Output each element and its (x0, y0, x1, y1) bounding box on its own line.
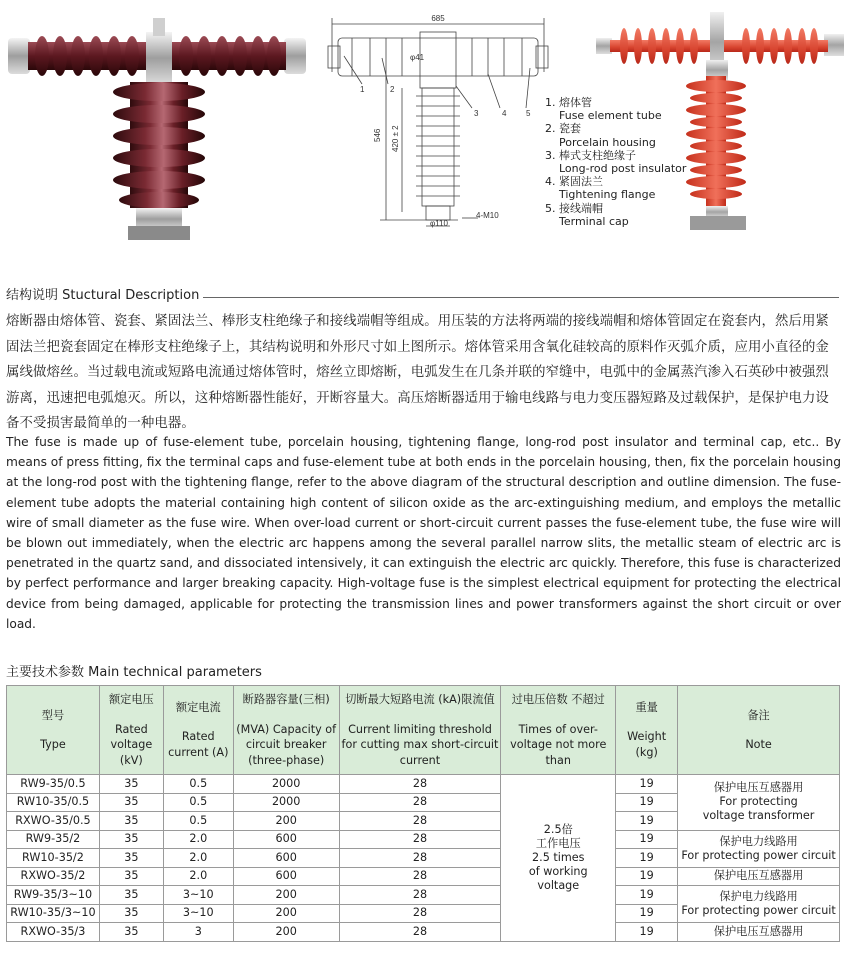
note-cell: 保护电力线路用 For protecting power circuit (678, 886, 840, 923)
callout-3: 3 (474, 109, 479, 118)
legend-item: 2. 瓷套 Porcelain housing (545, 122, 656, 149)
table-row: RXWO-35/0.5 35 0.5 200 28 19 (7, 812, 840, 831)
header-type: 型号 Type (7, 686, 100, 775)
legend-item: 5. 接线端帽 Terminal cap (545, 201, 629, 228)
callout-5: 5 (526, 109, 531, 118)
porcelain-fuse-photo (8, 18, 306, 246)
header-capacity: 断路器容量(三相) (MVA) Capacity of circuit breaker (three-phase) (233, 686, 339, 775)
params-heading: 主要技术参数 Main technical parameters (6, 665, 262, 680)
table-row: RXWO-35/2 35 2.0 600 28 19 保护电压互感器用 (7, 867, 840, 886)
note-cell: 保护电力线路用 For protecting power circuit (678, 830, 840, 867)
callout-2: 2 (390, 85, 395, 94)
table-row: RW9-35/3~10 35 3~10 200 28 19 保护电力线路用 For protecting power circuit (7, 886, 840, 905)
table-row: RW10-35/3~10 35 3~10 200 28 19 (7, 904, 840, 923)
header-note: 备注 Note (678, 686, 840, 775)
legend-item: 1. 熔体管 Fuse element tube (545, 96, 662, 123)
parameters-table (6, 685, 840, 942)
table-row: RW9-35/0.5 35 0.5 2000 28 2.5倍 工作电压 2.5 times of working voltage 19 保护电压互感器用 For protecting voltage transformer (7, 775, 840, 794)
legend-item: 4. 紧固法兰 Tightening flange (545, 175, 656, 202)
overvoltage-cell: 2.5倍 工作电压 2.5 times of working voltage (501, 775, 616, 942)
note-cell: 保护电压互感器用 For protecting voltage transformer (678, 775, 840, 831)
header-overvoltage: 过电压倍数 不超过 Times of over-voltage not more than (501, 686, 616, 775)
table-row: RW9-35/2 35 2.0 600 28 19 保护电力线路用 For protecting power circuit (7, 830, 840, 849)
header-voltage: 额定电压 Rated voltage (kV) (99, 686, 163, 775)
description-chinese: 熔断器由熔体管、瓷套、紧固法兰、棒形支柱绝缘子和接线端帽等组成。用压装的方法将两端的接线端帽和熔体管固定在瓷套内，然后用紧固法兰把瓷套固定在棒形支柱绝缘子上，其结构说明和外形尺寸如上图所示。熔体管采用含氧化硅较高的原料作灭弧介质，应用小直径的金属线做熔丝。当过载电流或短路电流通过熔体管时，熔丝立即熔断，电弧发生在几条并联的窄缝中，电弧中的金属蒸汽渗入石英砂中被强烈游离，迅速把电弧熄灭。所以，这种熔断器性能好，开断容量大。高压熔断器适用于输电线路与电力变压器短路及过载保护，是保护电力设备不受损害最简单的一种电器。 (6, 314, 829, 432)
callout-4: 4 (502, 109, 507, 118)
dim-width-label: 685 (431, 14, 445, 23)
header-cutoff: 切断最大短路电流 (kA)限流值 Current limiting threshold for cutting max short-circuit current (339, 686, 501, 775)
table-row: RW10-35/0.5 35 0.5 2000 28 19 (7, 793, 840, 812)
table-row: RW10-35/2 35 2.0 600 28 19 (7, 849, 840, 868)
header-current: 额定电流 Rated current (A) (163, 686, 233, 775)
dim-base-diameter-label: φ110 (430, 219, 448, 228)
legend-item: 3. 棒式支柱绝缘子 Long-rod post insulator (545, 148, 687, 176)
description-english: The fuse is made up of fuse-element tube, porcelain housing, tightening flange, long-rod post insulator and terminal cap, etc.. By means of press fitting, fix the terminal caps and fuse-element tube at both ends in the porcelain housing, then, fix the porcelain housing at the long-rod post with the tightening flange, refer to the above diagram of the structural description and outline dimension. The fuse-element tube adopts the material containing high content of silicon oxide as the arc-extinguishing medium, and employs the metallic wire of small diameter as the fuse wire. When over-load current or short-circuit current passes the fuse-element tube, the fuse wire will be blown out immediately, when the electric arc happens among the several parallel narrow slits, the metallic steam of electric arc is penetrated in the quartz sand, and dissociated intensively, it can extinguish the electric arc quickly. Therefore, this fuse is characterized by perfect performance and larger breaking capacity. High-voltage fuse is the simplest electrical equipment for protecting the electrical device from being damaged, applicable for protecting the transmission lines and power transformers against the short circuit or over load. (6, 435, 841, 631)
header-weight: 重量 Weight (kg) (616, 686, 678, 775)
note-cell: 保护电压互感器用 (678, 923, 840, 942)
dim-outer-height-label: 546 (373, 128, 382, 142)
polymer-fuse-photo (596, 12, 844, 238)
heading-divider (203, 297, 839, 298)
note-cell: 保护电压互感器用 (678, 867, 840, 886)
table-header-row (7, 686, 840, 775)
table-row: RXWO-35/3 35 3 200 28 19 保护电压互感器用 (7, 923, 840, 942)
dim-inner-height-label: 420 ± 2 (391, 125, 400, 152)
dim-top-diameter-label: φ41 (410, 53, 425, 62)
outline-dimension-drawing (322, 12, 552, 234)
dim-bolt-label: 4-M10 (476, 211, 499, 220)
structural-description-heading: 结构说明 Stuctural Description (6, 288, 200, 303)
callout-1: 1 (360, 85, 365, 94)
